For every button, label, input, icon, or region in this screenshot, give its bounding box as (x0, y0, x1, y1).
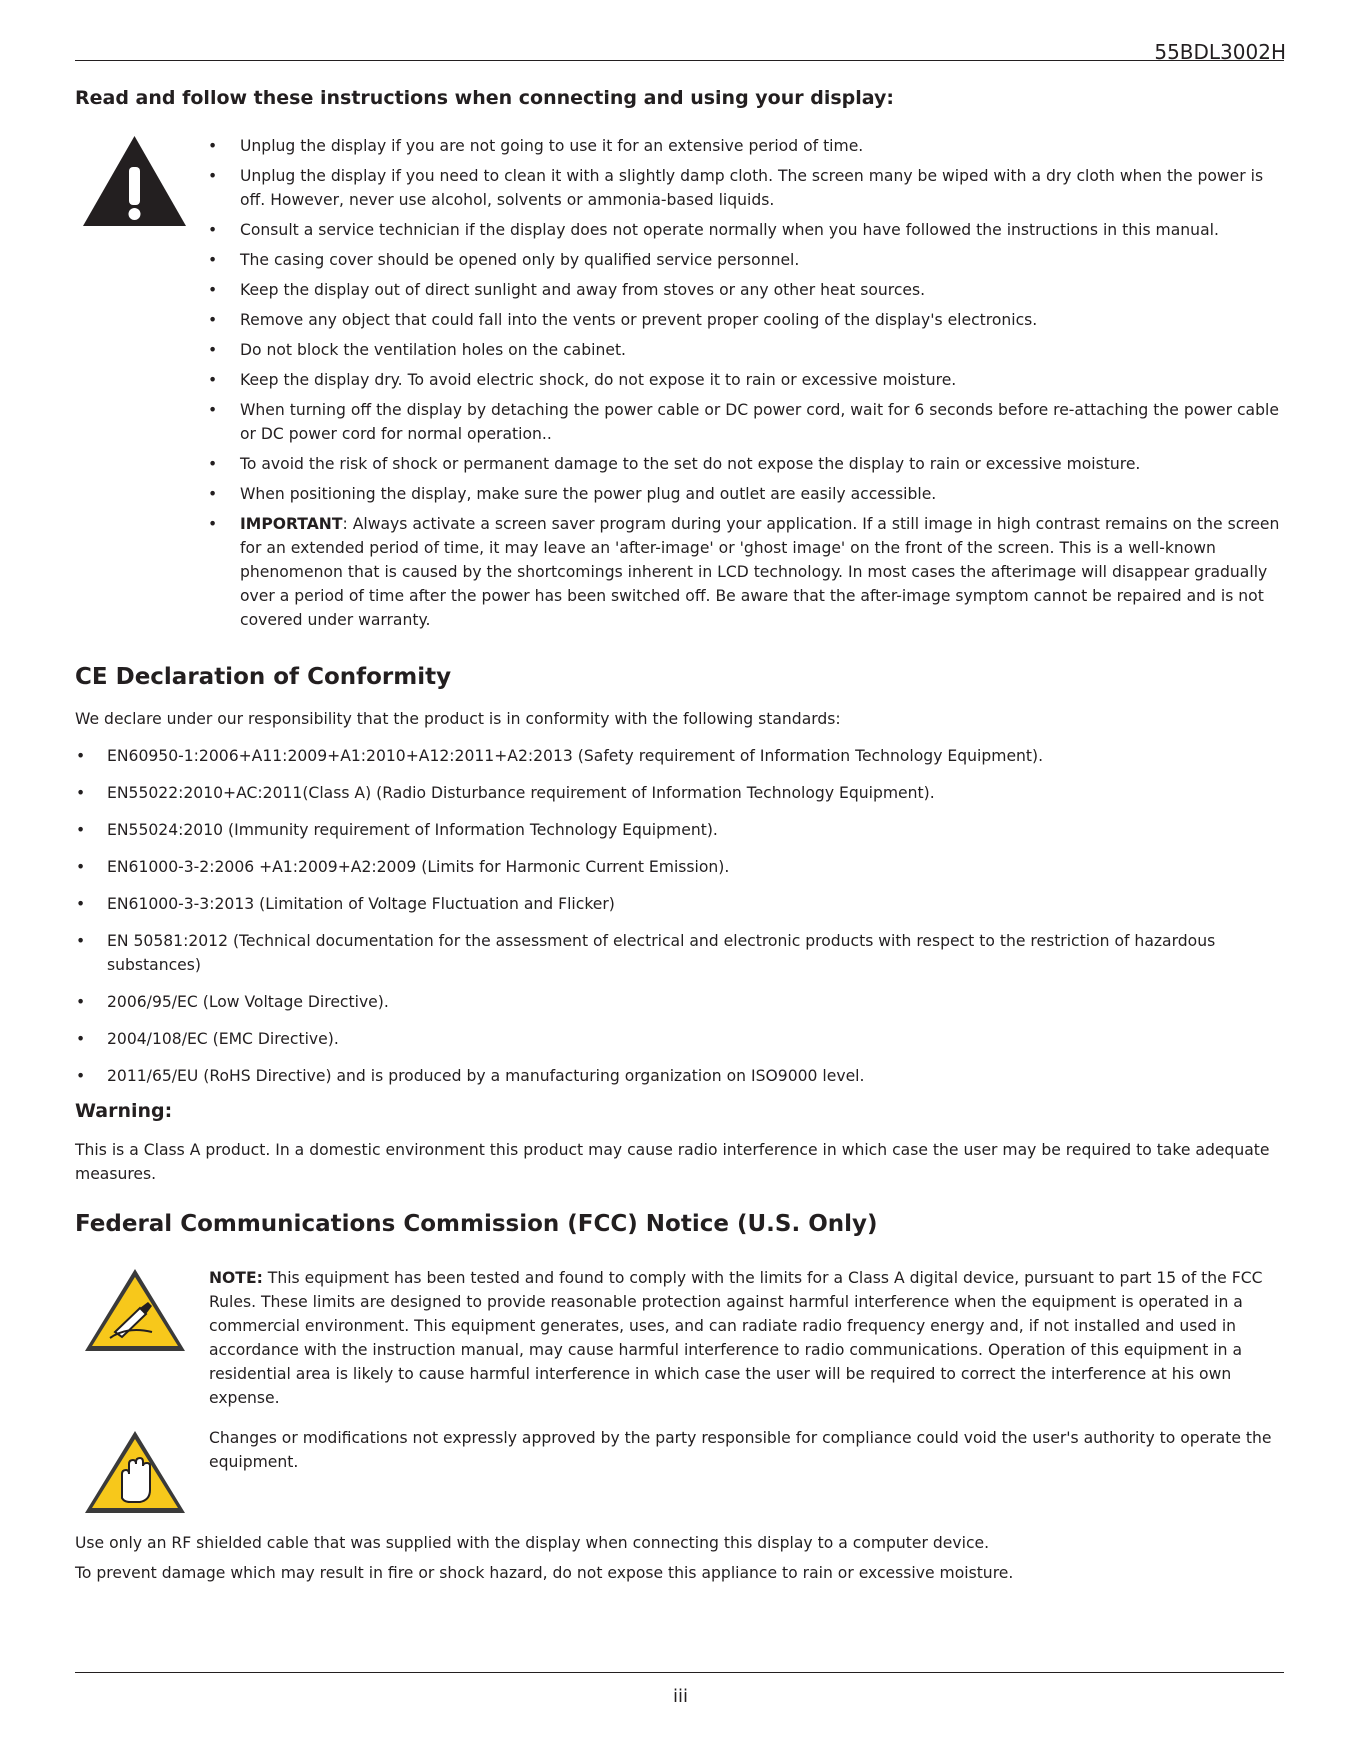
list-item-important: • IMPORTANT: Always activate a screen saver program during your application. If a still image in high contrast remains on the screen for an extended period of time, it may leave an 'after-image' or 'ghost image' on the front of the screen. This is a well-known phenomenon that is caused by the shortcomings inherent in LCD technology. In most cases the afterimage will disappear gradually over a period of time after the power has been switched off. Be aware that the after-image symptom cannot be repaired and is not covered under warranty. (206, 512, 1286, 632)
important-label: IMPORTANT (240, 515, 343, 533)
moisture-notice: To prevent damage which may result in fire or shock hazard, do not expose this appliance to rain or excessive moisture. (75, 1564, 1014, 1582)
list-item: • 2006/95/EC (Low Voltage Directive). (75, 990, 1284, 1014)
caution-hand-icon (82, 1428, 188, 1518)
list-item: • Keep the display out of direct sunlight and away from stoves or any other heat sources. (206, 278, 1286, 302)
list-item: • To avoid the risk of shock or permanent damage to the set do not expose the display to rain or excessive moisture. (206, 452, 1286, 476)
list-item: • EN60950-1:2006+A11:2009+A1:2010+A12:2011+A2:2013 (Safety requirement of Information Technology Equipment). (75, 744, 1284, 768)
list-item: • The casing cover should be opened only by qualified service personnel. (206, 248, 1286, 272)
list-item: • Unplug the display if you need to clean it with a slightly damp cloth. The screen many be wiped with a dry cloth when the power is off. However, never use alcohol, solvents or ammonia-based liquids. (206, 164, 1286, 212)
list-item: • EN55024:2010 (Immunity requirement of Information Technology Equipment). (75, 818, 1284, 842)
header-rule (75, 60, 1284, 61)
list-item: • Do not block the ventilation holes on the cabinet. (206, 338, 1286, 362)
list-item: • Consult a service technician if the display does not operate normally when you have followed the instructions in this manual. (206, 218, 1286, 242)
warning-heading: Warning: (75, 1100, 173, 1122)
list-item: • When positioning the display, make sure the power plug and outlet are easily accessible. (206, 482, 1286, 506)
fcc-caution-paragraph: Changes or modifications not expressly approved by the party responsible for compliance could void the user's authority to operate the equipment. (209, 1429, 1272, 1471)
safety-instructions-heading: Read and follow these instructions when connecting and using your display: (75, 87, 894, 109)
list-item: • 2011/65/EU (RoHS Directive) and is produced by a manufacturing organization on ISO9000 level. (75, 1064, 1284, 1088)
fcc-notice-heading: Federal Communications Commission (FCC) Notice (U.S. Only) (75, 1211, 878, 1237)
note-label: NOTE: (209, 1269, 263, 1287)
list-item: • EN55022:2010+AC:2011(Class A) (Radio Disturbance requirement of Information Technology Equipment). (75, 781, 1284, 805)
list-item: • EN61000-3-3:2013 (Limitation of Voltage Fluctuation and Flicker) (75, 892, 1284, 916)
list-item: • EN61000-3-2:2006 +A1:2009+A2:2009 (Limits for Harmonic Current Emission). (75, 855, 1284, 879)
model-number: 55BDL3002H (1154, 40, 1286, 64)
rf-cable-notice: Use only an RF shielded cable that was supplied with the display when connecting this display to a computer device. (75, 1534, 990, 1552)
list-item: • 2004/108/EC (EMC Directive). (75, 1027, 1284, 1051)
ce-standards-list (75, 744, 1284, 1101)
safety-instructions-list (206, 134, 1286, 638)
footer-rule (75, 1672, 1284, 1673)
list-item: • Keep the display dry. To avoid electric shock, do not expose it to rain or excessive moisture. (206, 368, 1286, 392)
warning-exclamation-icon (81, 134, 188, 228)
warning-text: This is a Class A product. In a domestic environment this product may cause radio interference in which case the user may be required to take adequate measures. (75, 1141, 1270, 1183)
note-hand-writing-icon (82, 1266, 188, 1356)
list-item: • Remove any object that could fall into the vents or prevent proper cooling of the display's electronics. (206, 308, 1286, 332)
ce-declaration-heading: CE Declaration of Conformity (75, 664, 452, 690)
list-item: • When turning off the display by detaching the power cable or DC power cord, wait for 6 seconds before re-attaching the power cable or DC power cord for normal operation.. (206, 398, 1286, 446)
list-item: • EN 50581:2012 (Technical documentation for the assessment of electrical and electronic products with respect to the restriction of hazardous substances) (75, 929, 1284, 977)
fcc-note-paragraph: NOTE: This equipment has been tested and found to comply with the limits for a Class A digital device, pursuant to part 15 of the FCC Rules. These limits are designed to provide reasonable protection against harmful interference when the equipment is operated in a commercial environment. This equipment generates, uses, and can radiate radio frequency energy and, if not installed and used in accordance with the instruction manual, may cause harmful interference to radio communications. Operation of this equipment in a residential area is likely to cause harmful interference in which case the user will be required to correct the interference at his own expense. (209, 1269, 1263, 1407)
ce-declaration-intro: We declare under our responsibility that the product is in conformity with the following standards: (75, 710, 841, 728)
list-item: • Unplug the display if you are not going to use it for an extensive period of time. (206, 134, 1286, 158)
page-number: iii (672, 1686, 688, 1707)
